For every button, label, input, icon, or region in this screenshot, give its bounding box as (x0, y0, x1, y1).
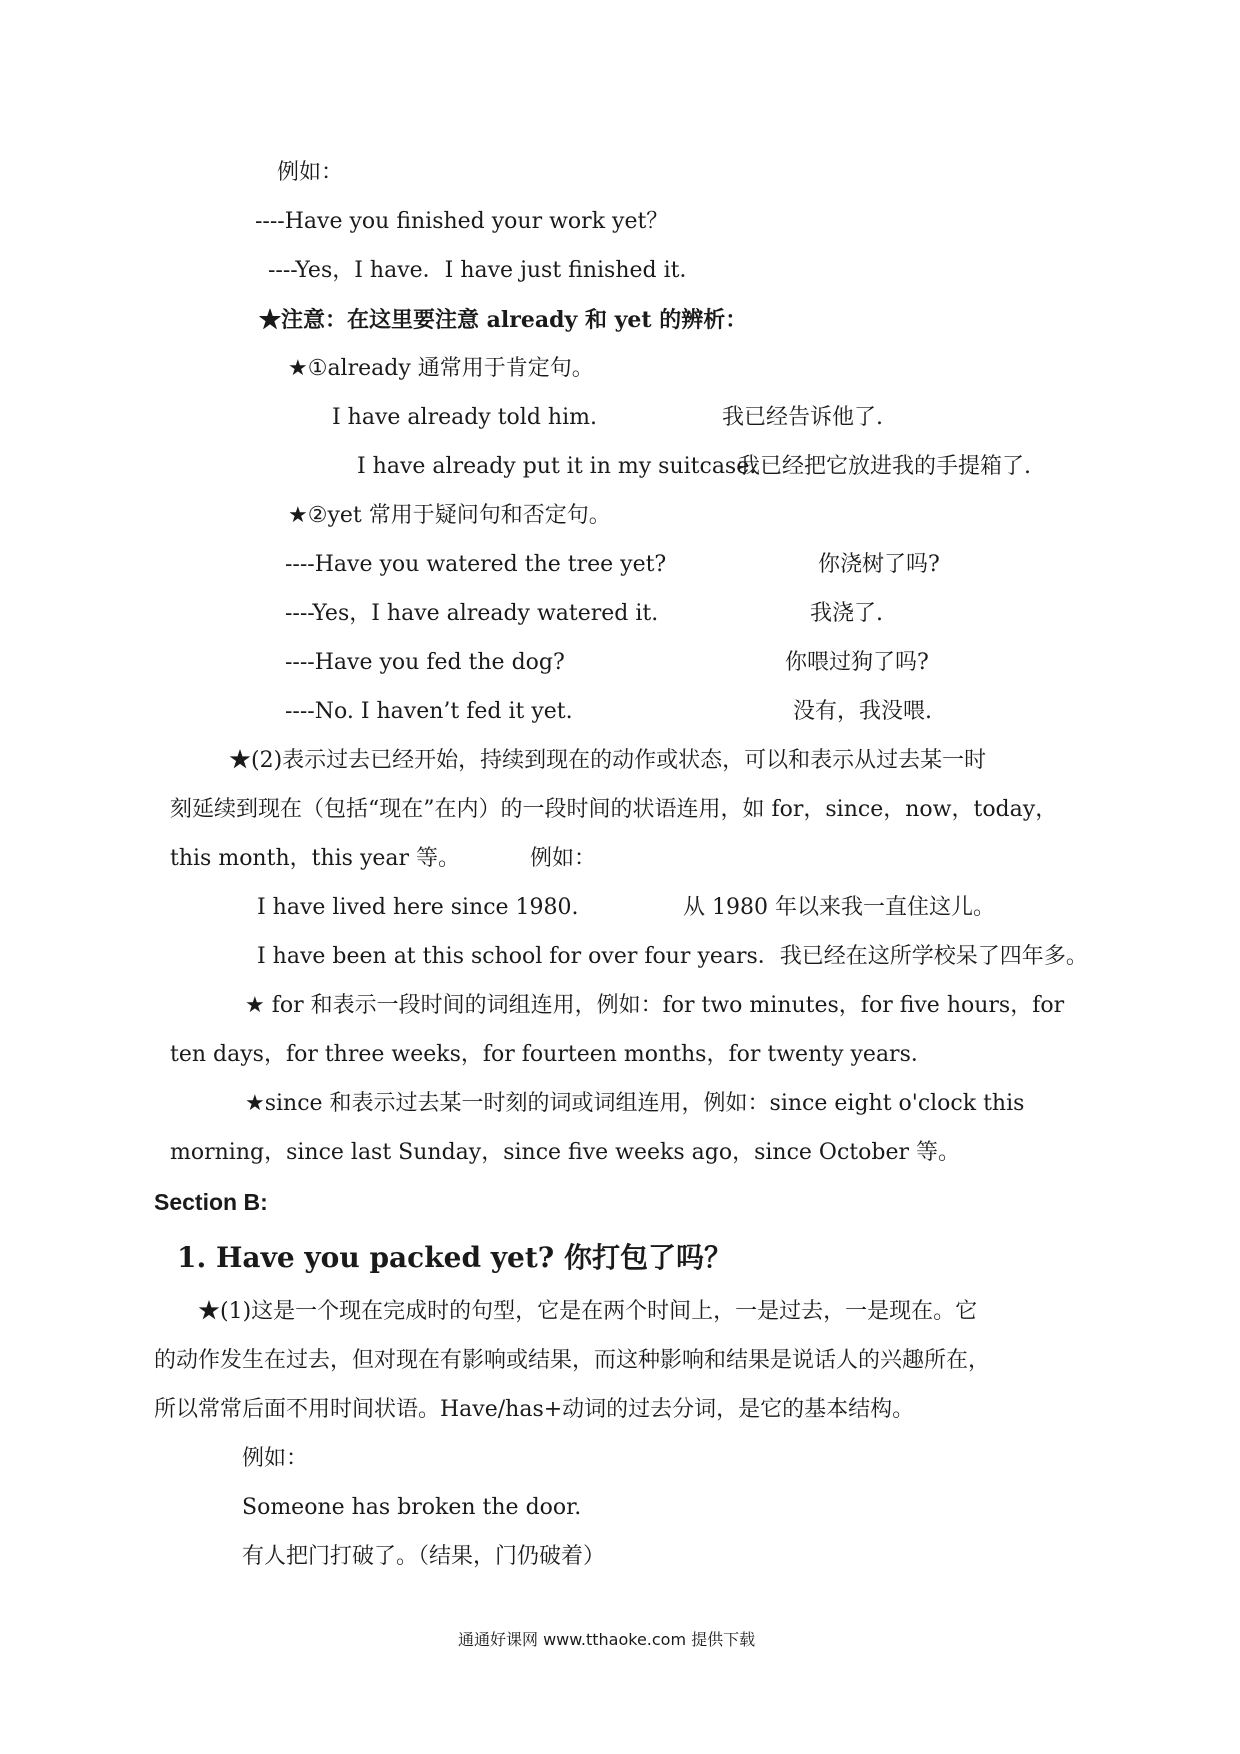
section-heading: 1. Have you packed yet? 你打包了吗？ (177, 1241, 732, 1274)
example-en: Someone has broken the door. (242, 1495, 582, 1520)
example-label: 例如： (277, 160, 344, 185)
example-zh: 你浇树了吗? (818, 552, 940, 577)
paragraph-line: 的动作发生在过去，但对现在有影响或结果，而这种影响和结果是说话人的兴趣所在， (154, 1348, 991, 1373)
example-en: ----No. I haven’t fed it yet. (285, 699, 573, 724)
paragraph-line: 所以常常后面不用时间状语。Have/has+动词的过去分词，是它的基本结构。 (154, 1397, 915, 1422)
example-en: I have lived here since 1980. (257, 895, 579, 920)
example-en: I have already told him. (332, 405, 597, 430)
example-en: ----Have you fed the dog? (285, 650, 565, 675)
example-question: ----Have you finished your work yet？ (255, 209, 669, 234)
note-heading: ★注意：在这里要注意 already 和 yet 的辨析： (259, 307, 748, 333)
page-footer: 通通好课网 www.tthaoke.com 提供下载 (458, 1630, 756, 1649)
note-point-yet: ★②yet 常用于疑问句和否定句。 (288, 503, 611, 528)
note-point-already: ★①already 通常用于肯定句。 (288, 356, 594, 381)
paragraph-line: ★(1)这是一个现在完成时的句型，它是在两个时间上，一是过去，一是现在。它 (198, 1299, 978, 1324)
example-zh: 我浇了. (810, 601, 883, 626)
example-zh: 从 1980 年以来我一直住这儿。 (683, 895, 995, 920)
section-label: Section B: (154, 1189, 268, 1215)
example-zh: 我已经把它放进我的手提箱了. (738, 454, 1031, 479)
paragraph-line: ★ for 和表示一段时间的词组连用，例如：for two minutes，for five hours，for (245, 993, 1065, 1018)
example-zh: 没有，我没喂. (793, 699, 932, 724)
example-zh: 有人把门打破了。（结果，门仍破着） (242, 1544, 606, 1569)
paragraph-line: ★(2)表示过去已经开始，持续到现在的动作或状态，可以和表示从过去某一时 (229, 748, 987, 773)
example-en: ----Have you watered the tree yet? (285, 552, 667, 577)
paragraph-line: ★since 和表示过去某一时刻的词或词组连用，例如：since eight o'clock this (245, 1091, 1025, 1116)
paragraph-line: this month，this year 等。 (170, 846, 461, 871)
example-zh: 你喂过狗了吗? (785, 650, 929, 675)
example-en: ----Yes，I have already watered it. (285, 601, 659, 626)
paragraph-line: morning，since last Sunday，since five weeks ago，since October 等。 (170, 1140, 960, 1165)
example-line: I have been at this school for over four years．我已经在这所学校呆了四年多。 (257, 944, 1088, 969)
paragraph-line: ten days，for three weeks，for fourteen months，for twenty years． (170, 1042, 933, 1067)
example-label: 例如： (242, 1446, 309, 1471)
example-en: I have already put it in my suitcase. (357, 454, 757, 479)
example-zh: 我已经告诉他了. (722, 405, 883, 430)
example-answer: ----Yes，I have．I have just finished it． (268, 258, 702, 283)
paragraph-line: 刻延续到现在（包括“现在”在内）的一段时间的状语连用，如 for，since，now，today， (170, 797, 1058, 822)
example-label: 例如： (530, 846, 597, 871)
